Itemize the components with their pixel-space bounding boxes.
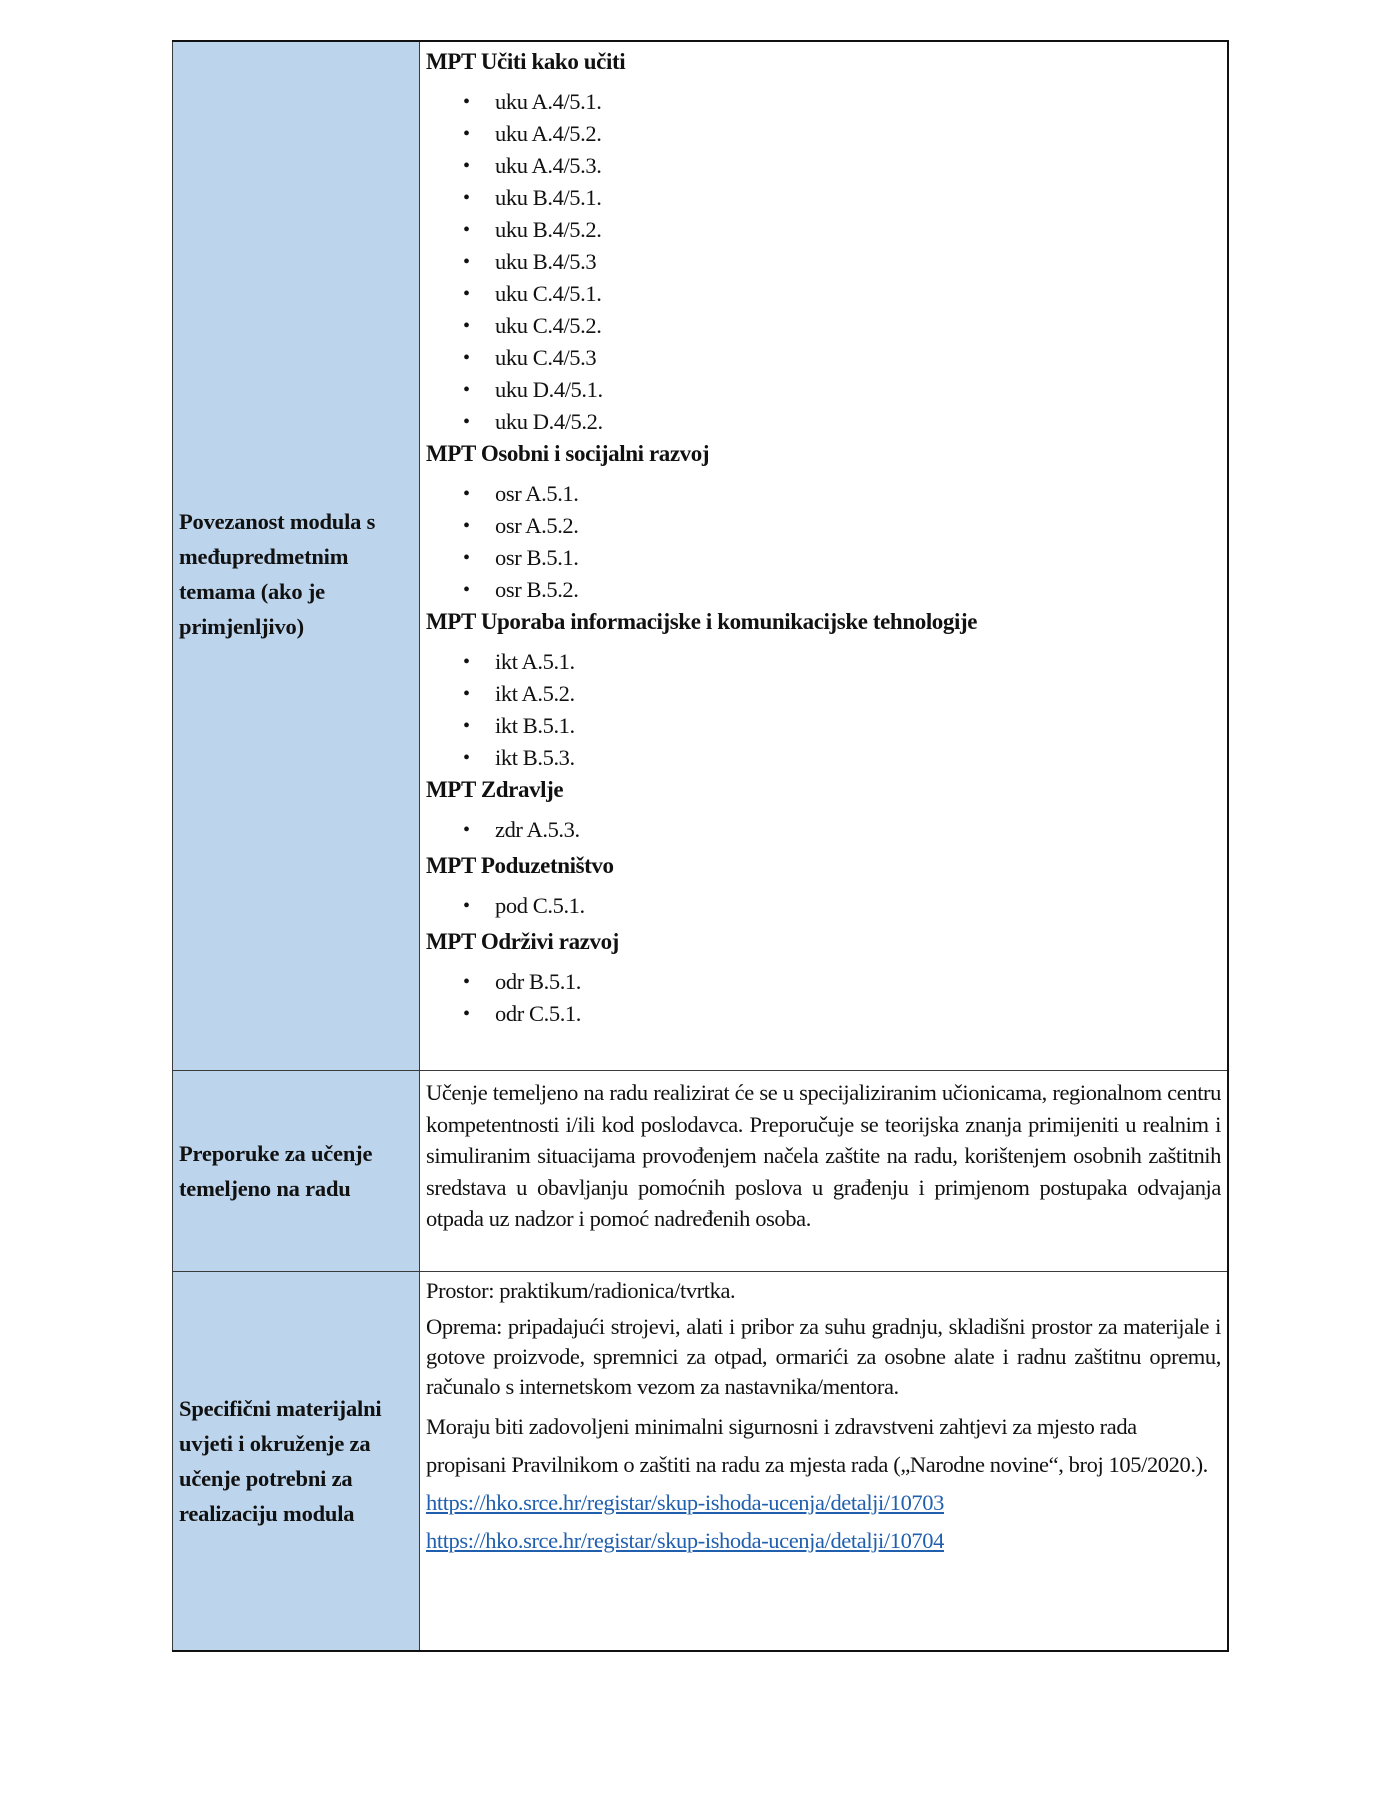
list-item-text: uku B.4/5.1. (495, 185, 602, 210)
row-label: Preporuke za učenje temeljeno na radu (173, 1071, 420, 1272)
equipment-text: Oprema: pripadajući strojevi, alati i pribor za suhu gradnju, skladišni prostor za materijale i gotove proizvode, spremnici za otpad, ormarići za osobne alate i radnu zaštitnu opremu, računalo s internetskom vezom za nastavnika/mentora. (426, 1314, 1221, 1399)
row-label: Povezanost modula s međupredmetnim temama (ako je primjenljivo) (173, 41, 420, 1071)
section-title: MPT Uporaba informacijske i komunikacijske tehnologije (426, 609, 978, 634)
list-item-text: odr C.5.1. (495, 1001, 582, 1026)
list-item-text: osr B.5.2. (495, 577, 579, 602)
bullet-dot-icon: • (463, 187, 470, 209)
section-item-list (426, 966, 1221, 1030)
list-item-text: uku C.4/5.3 (495, 345, 597, 370)
bullet-dot-icon: • (463, 123, 470, 145)
row-label: Specifični materijalni uvjeti i okruženje za učenje potrebni za realizaciju modula (173, 1272, 420, 1652)
bullet-dot-icon: • (463, 347, 470, 369)
bullet-dot-icon: • (463, 683, 470, 705)
bullet-dot-icon: • (463, 283, 470, 305)
bullet-dot-icon: • (463, 715, 470, 737)
list-item (426, 86, 1221, 118)
bullet-dot-icon: • (463, 315, 470, 337)
table-row-work-based-learning (173, 1071, 1229, 1272)
bullet-dot-icon: • (463, 547, 470, 569)
section-title: MPT Zdravlje (426, 777, 564, 802)
list-item (426, 478, 1221, 510)
section-item-list (426, 814, 1221, 846)
work-based-learning-content (420, 1071, 1229, 1272)
list-item (426, 678, 1221, 710)
list-item (426, 742, 1221, 774)
section-title: MPT Poduzetništvo (426, 853, 614, 878)
section-item-list (426, 646, 1221, 774)
link-10703[interactable]: https://hko.srce.hr/registar/skup-ishoda-ucenja/detalji/10703 (426, 1490, 944, 1515)
link-10704[interactable]: https://hko.srce.hr/registar/skup-ishoda-ucenja/detalji/10704 (426, 1528, 944, 1553)
section-item-list (426, 86, 1221, 438)
bullet-dot-icon: • (463, 155, 470, 177)
list-item (426, 246, 1221, 278)
table-row-cross-curricular (173, 41, 1229, 1071)
bullet-dot-icon: • (463, 1003, 470, 1025)
list-item (426, 510, 1221, 542)
list-item (426, 406, 1221, 438)
list-item-text: zdr A.5.3. (495, 817, 580, 842)
list-item-text: osr A.5.2. (495, 513, 579, 538)
bullet-dot-icon: • (463, 971, 470, 993)
list-item-text: uku B.4/5.2. (495, 217, 602, 242)
material-conditions-content (420, 1272, 1229, 1652)
list-item (426, 310, 1221, 342)
list-item (426, 374, 1221, 406)
list-item-text: ikt B.5.1. (495, 713, 575, 738)
requirements-text: Moraju biti zadovoljeni minimalni sigurnosni i zdravstveni zahtjevi za mjesto rada propisani Pravilnikom o zaštiti na radu za mjesta rada („Narodne novine“, broj 105/2020.). (426, 1414, 1208, 1477)
section-title: MPT Osobni i socijalni razvoj (426, 441, 710, 466)
section-item-list (426, 478, 1221, 606)
list-item-text: ikt A.5.2. (495, 681, 575, 706)
list-item (426, 966, 1221, 998)
bullet-dot-icon: • (463, 483, 470, 505)
list-item-text: uku D.4/5.1. (495, 377, 603, 402)
list-item (426, 150, 1221, 182)
section-title: MPT Učiti kako učiti (426, 49, 626, 74)
bullet-dot-icon: • (463, 819, 470, 841)
bullet-dot-icon: • (463, 515, 470, 537)
list-item (426, 118, 1221, 150)
list-item (426, 182, 1221, 214)
list-item-text: uku C.4/5.2. (495, 313, 602, 338)
section-spacer (426, 1030, 1221, 1034)
list-item-text: osr A.5.1. (495, 481, 579, 506)
bullet-dot-icon: • (463, 251, 470, 273)
module-details-table (172, 40, 1229, 1652)
list-item (426, 214, 1221, 246)
list-item-text: uku D.4/5.2. (495, 409, 603, 434)
list-item-text: uku A.4/5.3. (495, 153, 602, 178)
list-item-text: pod C.5.1. (495, 893, 585, 918)
list-item (426, 342, 1221, 374)
list-item (426, 278, 1221, 310)
list-item-text: ikt B.5.3. (495, 745, 575, 770)
bullet-dot-icon: • (463, 219, 470, 241)
bullet-dot-icon: • (463, 747, 470, 769)
bullet-dot-icon: • (463, 91, 470, 113)
list-item-text: uku C.4/5.1. (495, 281, 602, 306)
list-item-text: uku A.4/5.2. (495, 121, 602, 146)
list-item-text: uku B.4/5.3 (495, 249, 597, 274)
section-item-list (426, 890, 1221, 922)
list-item-text: ikt A.5.1. (495, 649, 575, 674)
cross-curricular-content (420, 41, 1229, 1071)
bullet-dot-icon: • (463, 379, 470, 401)
table-row-material-conditions (173, 1272, 1229, 1652)
list-item (426, 574, 1221, 606)
section-title: MPT Održivi razvoj (426, 929, 619, 954)
list-item (426, 710, 1221, 742)
list-item (426, 998, 1221, 1030)
bullet-dot-icon: • (463, 651, 470, 673)
bullet-dot-icon: • (463, 411, 470, 433)
list-item-text: uku A.4/5.1. (495, 89, 602, 114)
list-item (426, 814, 1221, 846)
list-item (426, 890, 1221, 922)
list-item (426, 646, 1221, 678)
list-item-text: odr B.5.1. (495, 969, 582, 994)
work-based-learning-text: Učenje temeljeno na radu realizirat će se u specijaliziranim učionicama, regionalnom centru kompetentnosti i/ili kod poslodavca. Preporučuje se teorijska znanja primijeniti u realnim i simuliranim situacijama provođenjem načela zaštite na radu, korištenjem osobnih zaštitnih sredstava u obavljanju pomoćnih poslova u građenju i primjenom postupaka odvajanja otpada uz nadzor i pomoć nadređenih osoba. (426, 1080, 1221, 1231)
list-item (426, 542, 1221, 574)
bullet-dot-icon: • (463, 579, 470, 601)
list-item-text: osr B.5.1. (495, 545, 579, 570)
space-text: Prostor: praktikum/radionica/tvrtka. (426, 1278, 736, 1303)
bullet-dot-icon: • (463, 895, 470, 917)
